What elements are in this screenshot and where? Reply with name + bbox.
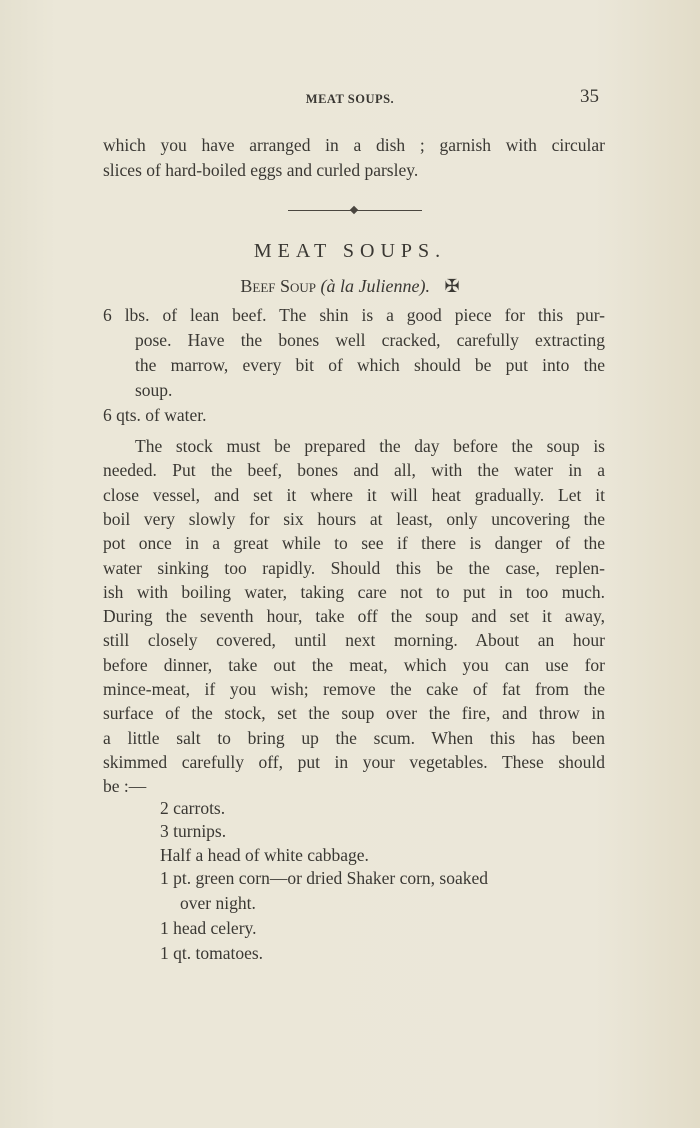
paragraph-line: surface of the stock, set the soup over the fire, and throw in <box>103 703 605 724</box>
ingredient-line: 6 qts. of water. <box>103 405 207 425</box>
vegetable-item: 1 head celery. <box>160 918 257 938</box>
paragraph-line: ish with boiling water, taking care not to put in too much. <box>103 581 605 602</box>
paragraph-line: before dinner, take out the meat, which you can use for <box>103 654 605 675</box>
cross-mark-icon: ✠ <box>444 276 460 296</box>
running-title: MEAT SOUPS. <box>305 92 395 106</box>
paragraph-line: The stock must be prepared the day before the soup is <box>135 436 605 456</box>
paragraph-line: skimmed carefully off, put in your vegetables. These should <box>103 751 605 772</box>
paragraph-line: During the seventh hour, take off the soup and set it away, <box>103 606 605 627</box>
ingredient-line: 6 lbs. of lean beef. The shin is a good piece for this pur- <box>103 305 605 325</box>
vegetable-item: 1 qt. tomatoes. <box>160 943 264 963</box>
paragraph-line: water sinking too rapidly. Should this be the case, replen- <box>103 557 605 578</box>
divider-ornament <box>350 206 358 214</box>
recipe-title-italic: (à la Julienne). <box>320 276 430 296</box>
paragraph-line: needed. Put the beef, bones and all, with the water in a <box>103 460 605 481</box>
paragraph-line: a little salt to bring up the scum. When this has been <box>103 727 605 748</box>
vegetable-item: Half a head of white cabbage. <box>160 845 369 865</box>
ingredient-line: pose. Have the bones well cracked, carefully extracting <box>135 330 605 350</box>
vegetable-item: over night. <box>180 893 256 913</box>
vegetable-item: 3 turnips. <box>160 821 227 841</box>
recipe-title <box>0 276 700 297</box>
paragraph-line: be :— <box>103 776 147 797</box>
vegetable-item: 1 pt. green corn—or dried Shaker corn, soaked <box>160 868 489 888</box>
recipe-title-main: Beef Soup <box>240 276 317 296</box>
text-line: slices of hard-boiled eggs and curled parsley. <box>103 160 419 180</box>
page-number: 35 <box>580 86 599 107</box>
ingredient-line: soup. <box>135 380 173 400</box>
paragraph-line: pot once in a great while to see if there is danger of the <box>103 533 605 554</box>
vegetable-item: 2 carrots. <box>160 798 226 818</box>
paragraph-line: close vessel, and set it where it will heat gradually. Let it <box>103 484 605 505</box>
paragraph-line: mince-meat, if you wish; remove the cake of fat from the <box>103 679 605 699</box>
paragraph-line: boil very slowly for six hours at least, only uncovering the <box>103 508 605 529</box>
text-line: which you have arranged in a dish ; garnish with circular <box>103 135 605 155</box>
ingredient-line: the marrow, every bit of which should be put into the <box>135 355 605 375</box>
section-title: MEAT SOUPS. <box>253 240 447 262</box>
paragraph-line: still closely covered, until next morning. About an hour <box>103 630 605 651</box>
